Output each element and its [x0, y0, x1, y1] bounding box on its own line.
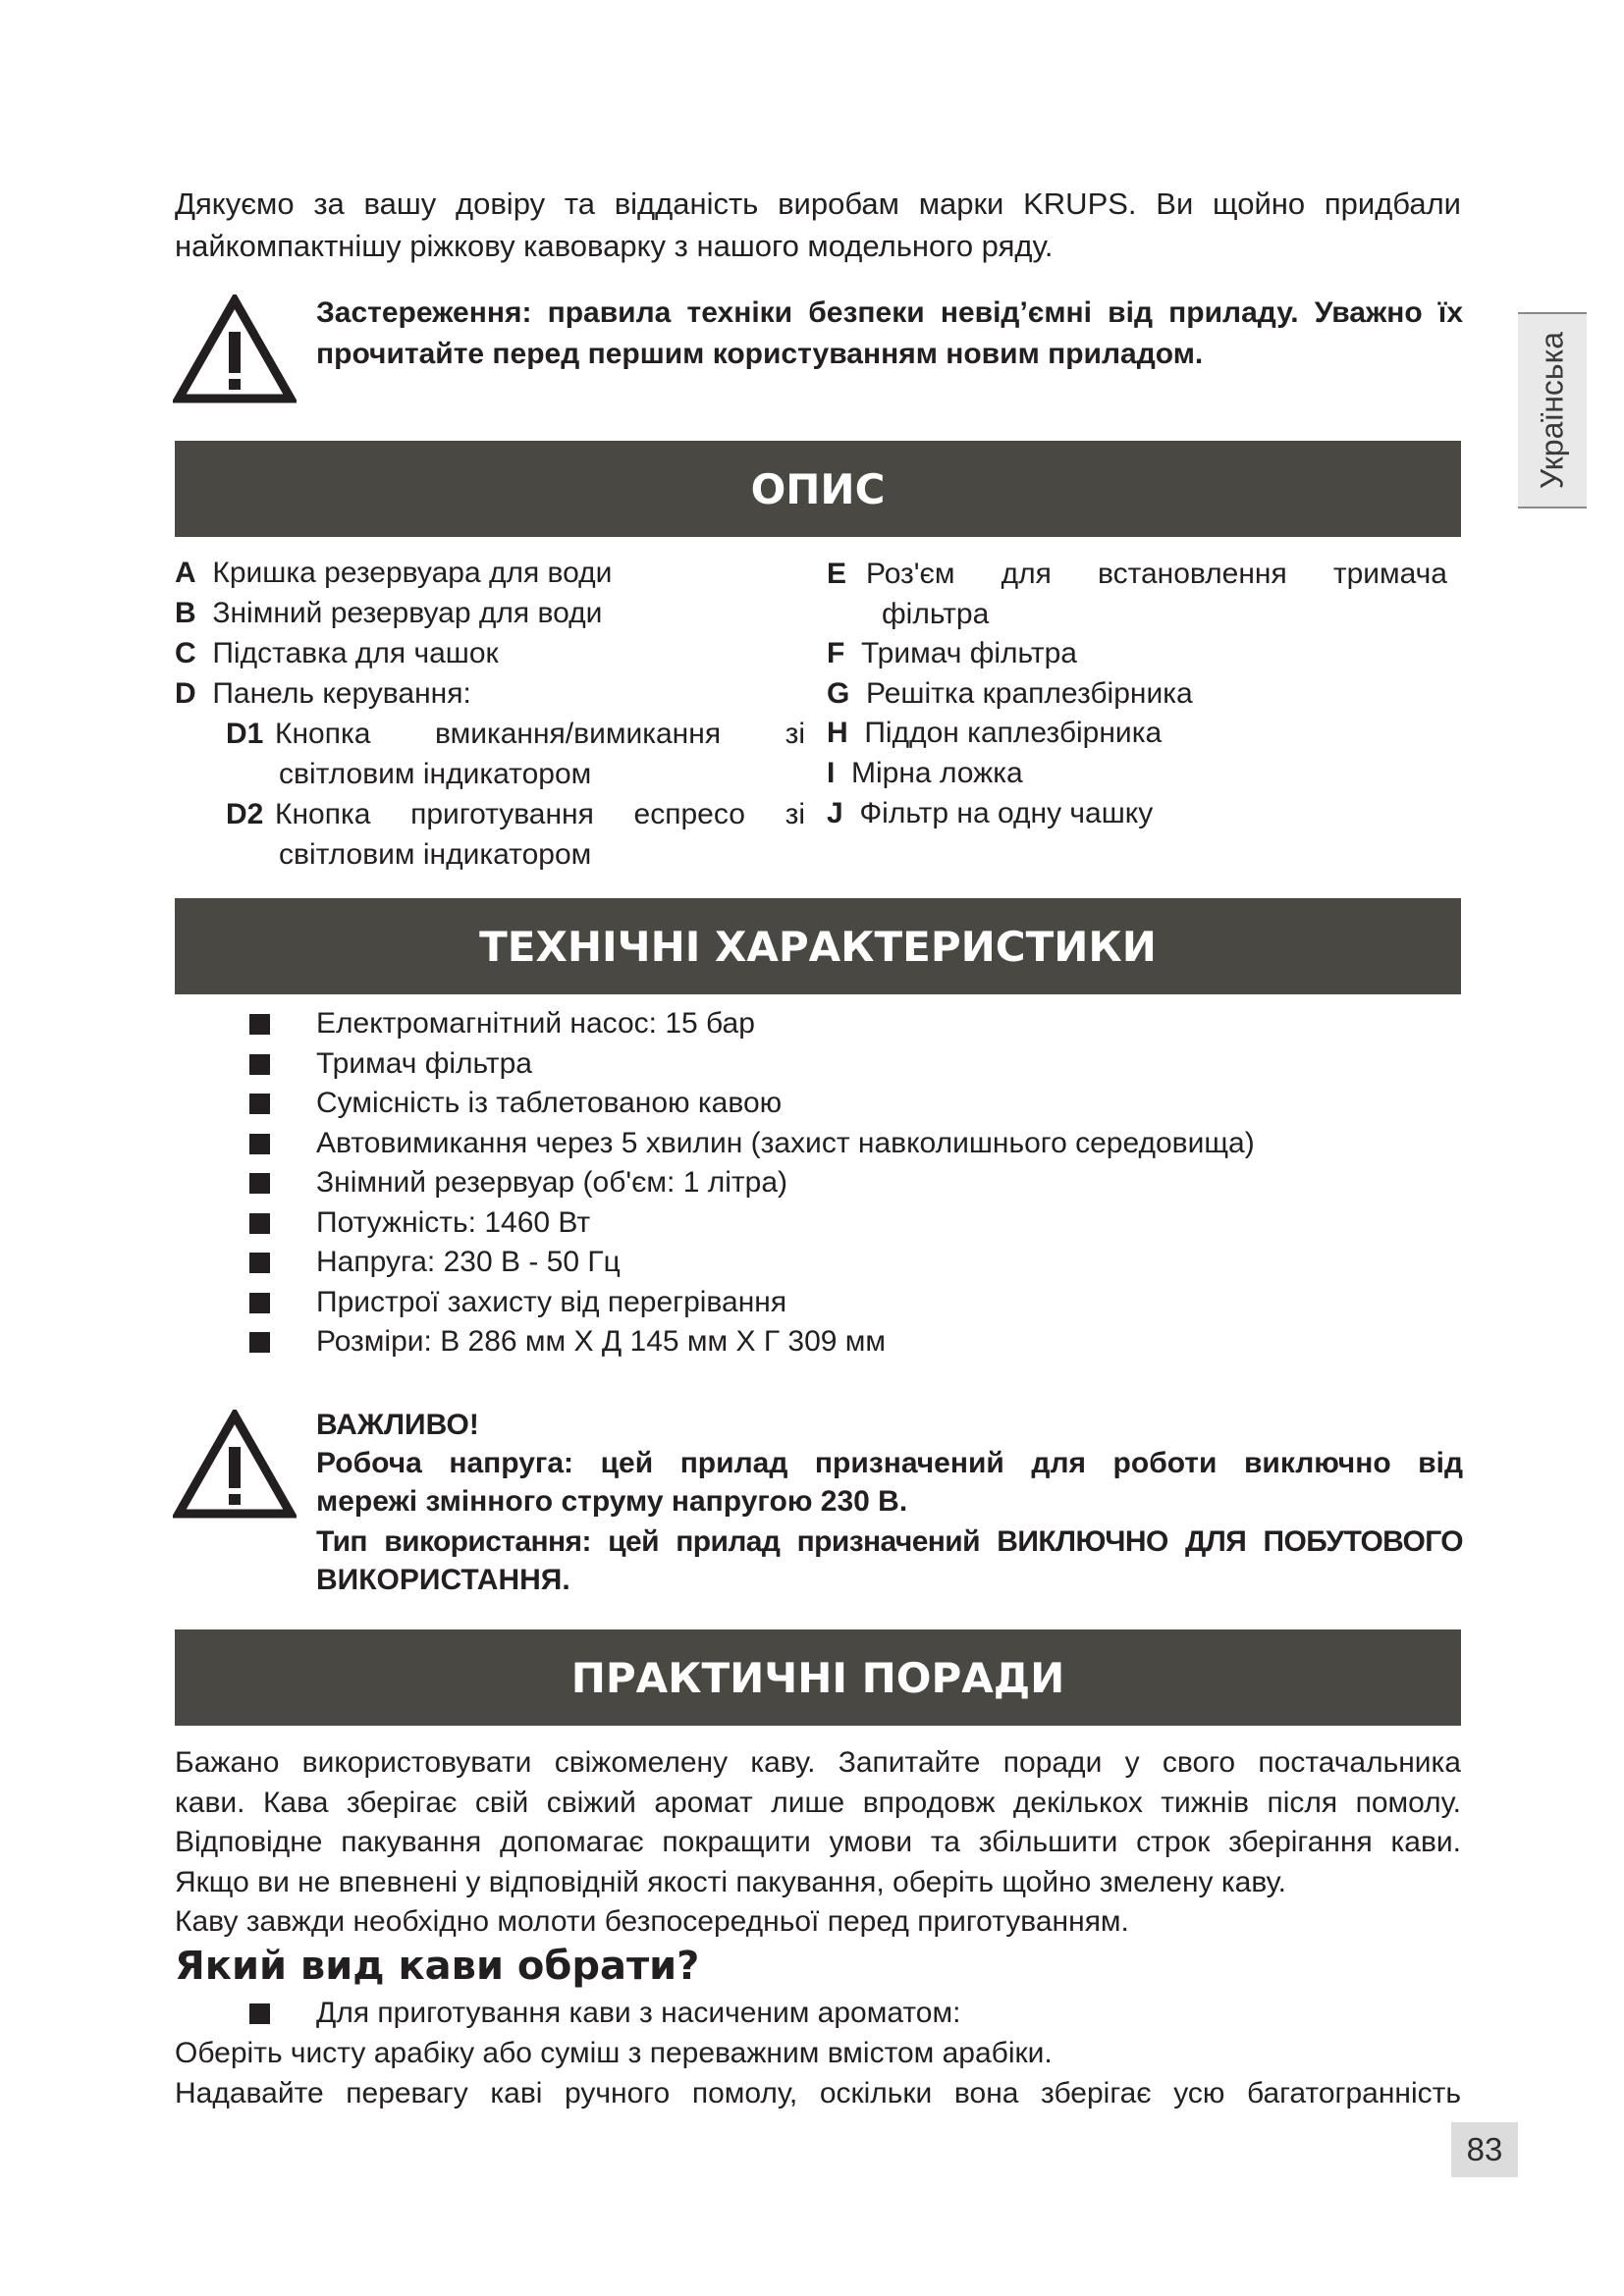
coffee-line: Оберіть чисту арабіку або суміш з переважним вмістом арабіки.: [175, 2037, 1053, 2069]
spec-text: Знімний резервуар (об'єм: 1 літра): [316, 1166, 788, 1199]
section-title: ТЕХНІЧНІ ХАРАКТЕРИСТИКИ: [479, 922, 1157, 971]
square-bullet-icon: [249, 1094, 270, 1114]
desc-letter: F: [827, 637, 845, 669]
important-line: ВИКОРИСТАННЯ.: [316, 1564, 570, 1596]
square-bullet-icon: [249, 2003, 270, 2024]
safety-warning: [316, 293, 1463, 375]
section-title: ПРАКТИЧНІ ПОРАДИ: [570, 1653, 1065, 1702]
square-bullet-icon: [249, 1213, 270, 1234]
desc-letter: D: [175, 677, 196, 710]
important-notice: [316, 1406, 1463, 1599]
desc-letter: H: [827, 717, 848, 749]
language-tab-label: Українська: [1534, 331, 1570, 490]
intro-line: Дякуємо за вашу довіру та відданість виробам марки KRUPS. Ви щойно придбали: [175, 187, 1461, 221]
spec-item: [245, 1124, 1255, 1164]
coffee-choice-bullet: [245, 1994, 960, 2033]
tips-paragraph: [175, 1743, 1461, 1943]
desc-letter: I: [827, 757, 836, 789]
square-bullet-icon: [249, 1134, 270, 1154]
tips-line: кави. Кава зберігає свій свіжий аромат лише впродовж декількох тижнів після помолу.: [175, 1786, 1461, 1819]
desc-item-c: [175, 634, 499, 673]
spec-item: [245, 1203, 1255, 1244]
spec-item: [245, 1004, 1255, 1044]
spec-text: Автовимикання через 5 хвилин (захист навколишнього середовища): [316, 1126, 1255, 1159]
intro-paragraph: [175, 183, 1461, 267]
section-header-description: [175, 441, 1461, 537]
desc-text: фільтра: [882, 598, 990, 630]
safety-warning-line: Застереження: правила техніки безпеки невід’ємні від приладу. Уважно їх: [316, 296, 1463, 329]
desc-letter: A: [175, 557, 196, 589]
desc-text: Кнопка приготування еспресо зі: [275, 798, 805, 830]
desc-text: Кнопка вмикання/вимикання зі: [275, 718, 805, 750]
important-line: Робоча напруга: цей прилад призначений для роботи виключно від: [316, 1447, 1463, 1479]
page-number: 83: [1451, 2122, 1518, 2177]
spec-item: [245, 1044, 1255, 1085]
section-header-tips: [175, 1629, 1461, 1726]
desc-text: Панель керування:: [212, 677, 471, 710]
section-header-specs: [175, 898, 1461, 994]
spec-text: Напруга: 230 В - 50 Гц: [316, 1246, 621, 1278]
desc-letter: B: [175, 597, 196, 629]
desc-item-d1: [226, 714, 805, 794]
desc-text: світловим індикатором: [279, 758, 592, 790]
desc-item-i: [827, 754, 1023, 793]
specs-list: [245, 1004, 1255, 1362]
spec-item: [245, 1163, 1255, 1203]
spec-item: [245, 1283, 1255, 1323]
desc-text: Кришка резервуара для води: [212, 557, 613, 589]
tips-line: Відповідне пакування допомагає покращити умови та збільшити строк зберігання кави.: [175, 1826, 1461, 1858]
desc-item-b: [175, 594, 602, 633]
desc-letter: E: [827, 558, 847, 590]
coffee-choice-paragraph: [175, 2034, 1461, 2113]
coffee-choice-heading: Який вид кави обрати?: [175, 1944, 700, 1989]
tips-line: Бажано використовувати свіжомелену каву. Запитайте поради у свого постачальника: [175, 1746, 1461, 1779]
desc-item-a: [175, 554, 612, 593]
square-bullet-icon: [249, 1332, 270, 1353]
spec-item: [245, 1243, 1255, 1283]
desc-code: D1: [226, 718, 264, 750]
spec-item: [245, 1084, 1255, 1124]
warning-triangle-icon: [173, 294, 297, 404]
square-bullet-icon: [249, 1014, 270, 1035]
desc-item-f: [827, 634, 1077, 673]
desc-text: Піддон каплезбірника: [864, 717, 1163, 749]
desc-item-h: [827, 714, 1162, 753]
desc-text: Мірна ложка: [851, 757, 1023, 789]
desc-text: Решітка краплезбірника: [866, 677, 1193, 710]
desc-text: світловим індикатором: [279, 838, 592, 871]
spec-text: Пристрої захисту від перегрівання: [316, 1285, 787, 1318]
language-tab: [1518, 312, 1587, 508]
desc-letter: J: [827, 797, 843, 829]
spec-text: Сумісність із таблетованою кавою: [316, 1087, 783, 1119]
square-bullet-icon: [249, 1293, 270, 1313]
spec-text: Розміри: В 286 мм X Д 145 мм X Г 309 мм: [316, 1325, 887, 1358]
warning-triangle-icon: [173, 1410, 297, 1520]
important-line: мережі змінного струму напругою 230 В.: [316, 1485, 908, 1518]
desc-text: Знімний резервуар для води: [212, 597, 603, 629]
safety-warning-line: прочитайте перед першим користуванням новим приладом.: [316, 338, 1204, 370]
coffee-line: Надавайте перевагу каві ручного помолу, оскільки вона зберігає усю багатогранність: [175, 2076, 1461, 2109]
desc-text: Підставка для чашок: [212, 637, 499, 669]
desc-text: Тримач фільтра: [861, 637, 1077, 669]
desc-text: Фільтр на одну чашку: [859, 797, 1154, 829]
square-bullet-icon: [249, 1253, 270, 1273]
desc-letter: G: [827, 677, 850, 710]
desc-text: Роз'єм для встановлення тримача: [866, 558, 1447, 590]
bullet-text: Для приготування кави з насиченим ароматом:: [316, 1997, 961, 2029]
spec-text: Потужність: 1460 Вт: [316, 1205, 591, 1239]
spec-item: [245, 1322, 1255, 1362]
desc-item-g: [827, 674, 1193, 714]
spec-text: Тримач фільтра: [316, 1046, 532, 1080]
desc-item-j: [827, 794, 1153, 833]
tips-line: Каву завжди необхідно молоти безпосередньої перед приготуванням.: [175, 1905, 1129, 1938]
spec-text: Електромагнітний насос: 15 бар: [316, 1007, 755, 1040]
important-line: Тип використання: цей прилад призначений ВИКЛЮЧНО ДЛЯ ПОБУТОВОГО: [316, 1525, 1463, 1558]
square-bullet-icon: [249, 1054, 270, 1075]
section-title: ОПИС: [750, 464, 886, 513]
tips-line: Якщо ви не впевнені у відповідній якості пакування, оберіть щойно змелену каву.: [175, 1865, 1286, 1898]
desc-item-e: [827, 554, 1447, 634]
intro-line: найкомпактнішу ріжкову кавоварку з нашого модельного ряду.: [175, 229, 1054, 263]
desc-item-d2: [226, 794, 805, 875]
desc-letter: C: [175, 637, 196, 669]
important-title: ВАЖЛИВО!: [316, 1409, 479, 1441]
desc-code: D2: [226, 798, 264, 830]
square-bullet-icon: [249, 1173, 270, 1194]
desc-item-d: [175, 674, 471, 714]
